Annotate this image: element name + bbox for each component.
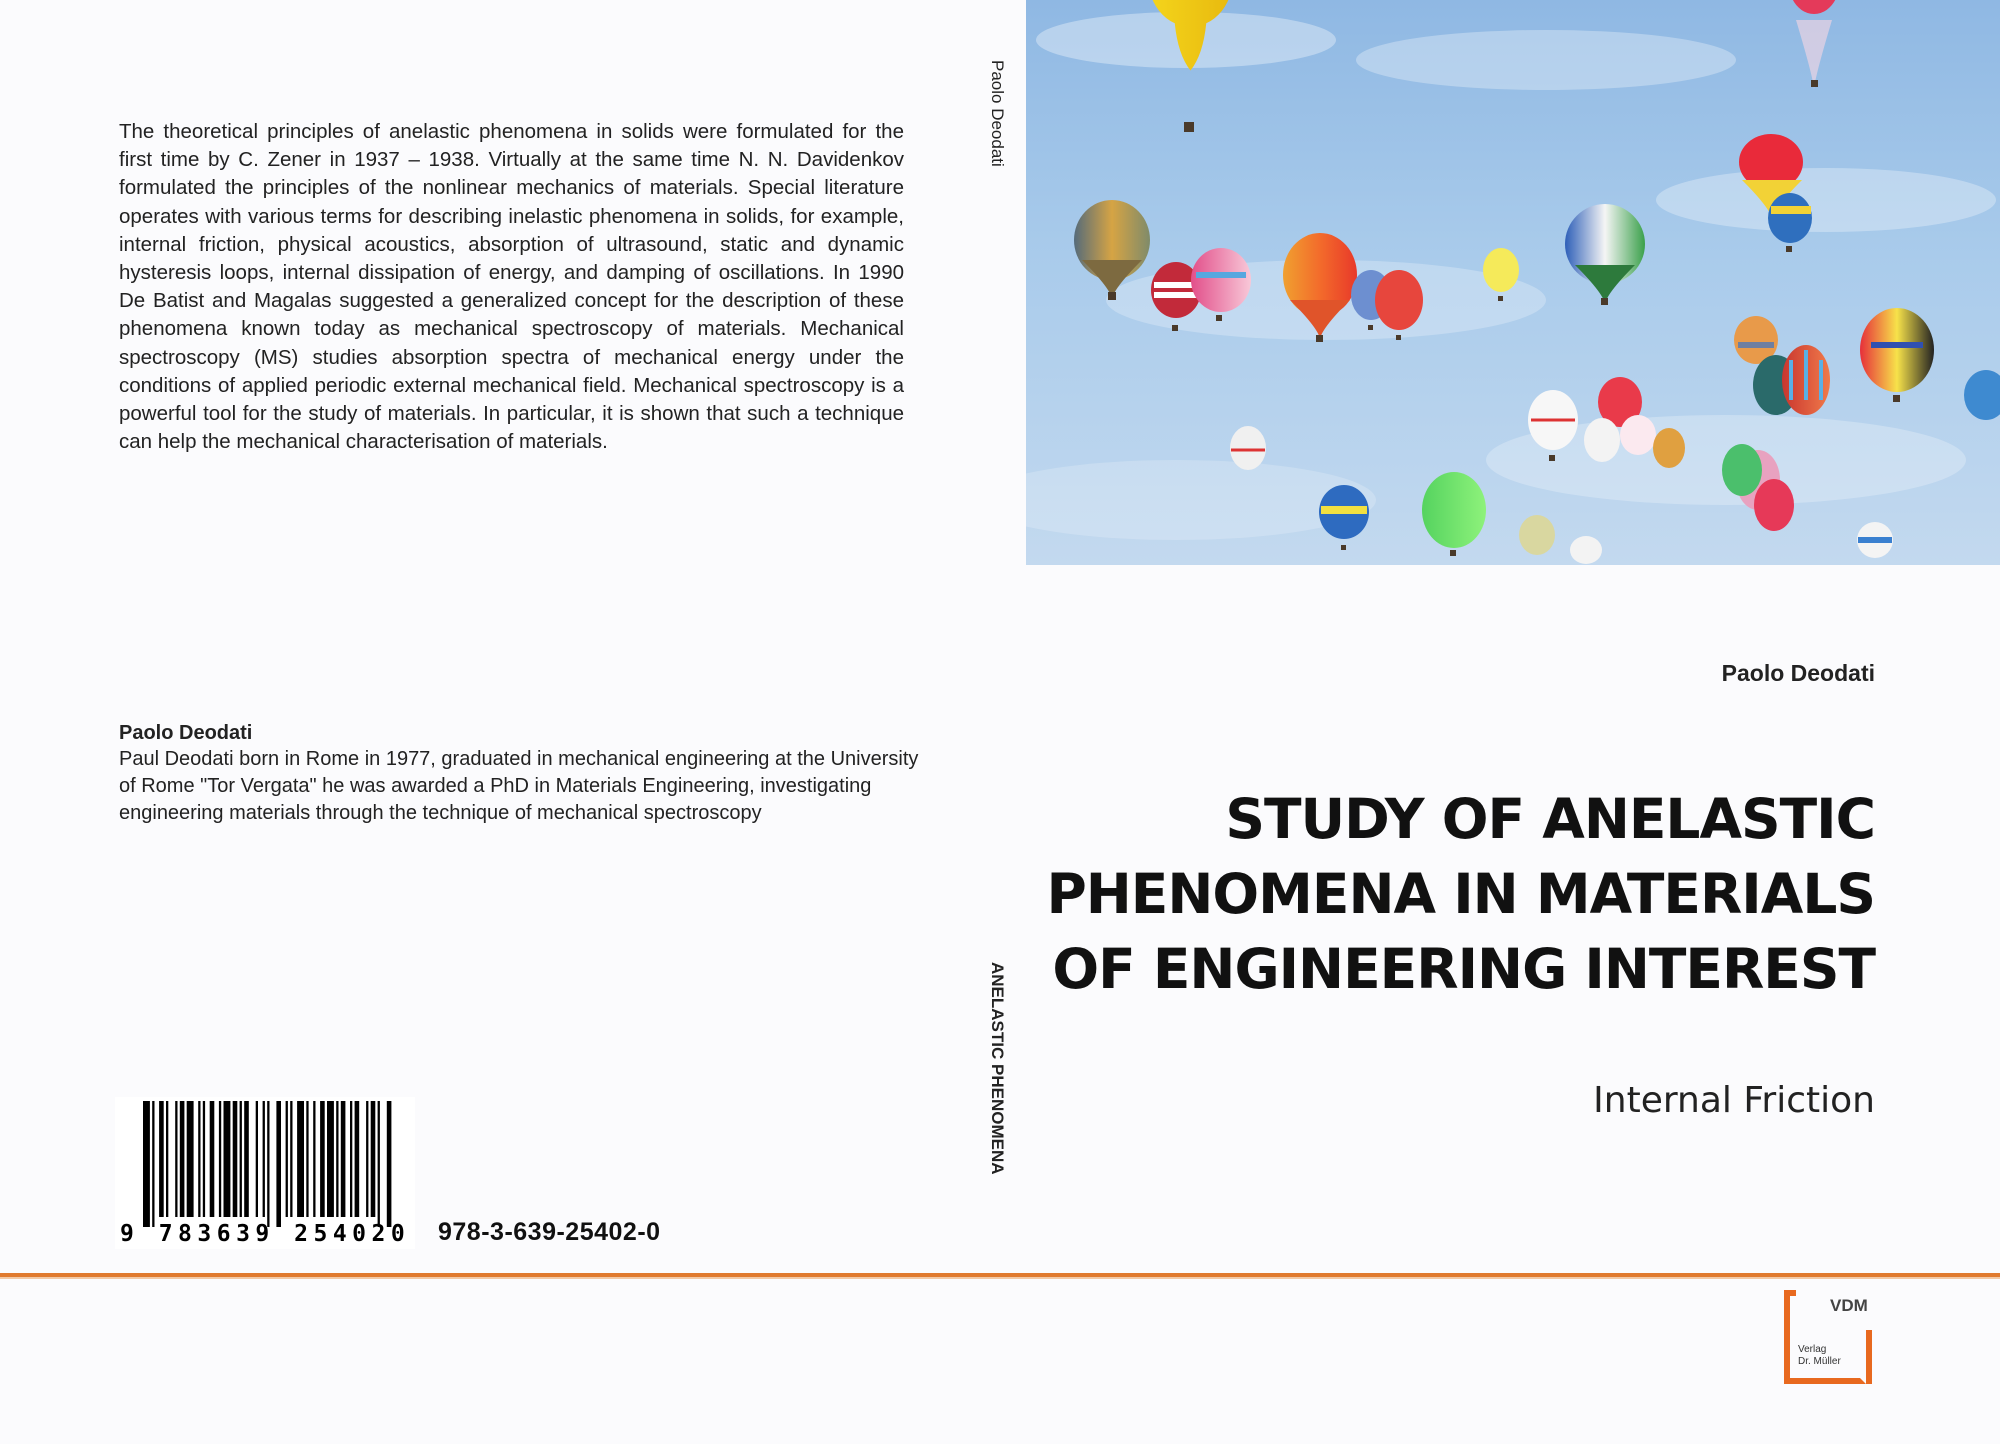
barcode-bar <box>378 1101 380 1227</box>
barcode-bar <box>371 1101 376 1217</box>
barcode-bar <box>159 1101 164 1217</box>
barcode-bar <box>341 1101 346 1217</box>
logo-bracket-top <box>1784 1290 1796 1296</box>
barcode-bar <box>350 1101 352 1217</box>
barcode <box>115 1097 415 1249</box>
barcode-bar <box>143 1101 150 1227</box>
back-cover-blurb: The theoretical principles of anelastic phenomena in solids were formulated for the first time by C. Zener in 1937 – 1938. Virtually at the same time N. N. Davidenkov formulated the principles of the nonlinear mechanics of materials. Special literature operates with various terms for describing inelastic phenomena in solids, for example, internal friction, physical acoustics, absorption of ultrasound, static and dynamic hysteresis loops, internal dissipation of energy, and damping of oscillations. In 1990 De Batist and Magalas suggested a generalized concept for the description of these phenomena known today as mechanical spectroscopy of materials. Mechanical spectroscopy (MS) studies absorption spectra of mechanical energy under the conditions of applied periodic external mechanical field. Mechanical spectroscopy is a powerful tool for the study of materials. In particular, it is shown that such a technique can help the mechanical characterisation of materials. <box>119 120 904 454</box>
barcode-bar <box>152 1101 154 1227</box>
publisher-line2: Dr. Müller <box>1798 1356 1841 1367</box>
balloons-illustration <box>1026 0 2000 565</box>
barcode-digits: 9 783639 254020 <box>120 1221 411 1247</box>
barcode-bar <box>290 1101 292 1217</box>
barcode-bar <box>336 1101 338 1217</box>
barcode-bar <box>198 1101 200 1217</box>
publisher-subline <box>1798 1344 1841 1368</box>
divider-shadow <box>0 1277 2000 1279</box>
barcode-bar <box>180 1101 185 1217</box>
barcode-bar <box>219 1101 221 1217</box>
barcode-bar <box>203 1101 205 1217</box>
barcode-bar <box>233 1101 238 1217</box>
spine-title: ANELASTIC PHENOMENA <box>988 962 1007 1175</box>
barcode-bar <box>166 1101 168 1217</box>
barcode-bar <box>320 1101 325 1217</box>
isbn: 978-3-639-25402-0 <box>438 1218 661 1246</box>
barcode-bar <box>355 1101 360 1217</box>
publisher-name: VDM <box>1830 1296 1868 1315</box>
publisher-line1: Verlag <box>1798 1344 1827 1355</box>
barcode-bar <box>240 1101 242 1217</box>
barcode-bar <box>313 1101 315 1217</box>
barcode-bar <box>263 1101 265 1217</box>
book-title: STUDY OF ANELASTIC PHENOMENA IN MATERIALS OF ENGINEERING INTEREST <box>1046 787 1875 1001</box>
spine-author: Paolo Deodati <box>988 60 1007 167</box>
barcode-bar <box>187 1101 194 1217</box>
barcode-bar <box>256 1101 258 1217</box>
barcode-bar <box>327 1101 334 1217</box>
barcode-bar <box>306 1101 308 1217</box>
balloons-photo <box>1026 0 2000 565</box>
bio-author-name: Paolo Deodati <box>119 722 253 744</box>
barcode-bar <box>175 1101 177 1217</box>
barcode-bars <box>115 1097 415 1227</box>
publisher-logo <box>1784 1290 1878 1384</box>
barcode-bar <box>210 1101 215 1217</box>
barcode-bar <box>286 1101 288 1217</box>
author-bio <box>119 720 919 827</box>
bio-text: Paul Deodati born in Rome in 1977, graduated in mechanical engineering at the University of Rome "Tor Vergata" he was awarded a PhD in Materials Engineering, investigating engineering materials through the technique of mechanical spectroscopy <box>119 748 919 824</box>
front-author: Paolo Deodati <box>1721 660 1875 686</box>
barcode-bar <box>224 1101 231 1217</box>
logo-bracket-right <box>1866 1330 1872 1384</box>
barcode-bar <box>387 1101 392 1227</box>
barcode-bar <box>276 1101 281 1227</box>
book-subtitle: Internal Friction <box>1593 1080 1875 1121</box>
barcode-bar <box>297 1101 304 1217</box>
barcode-bar <box>267 1101 269 1227</box>
barcode-bar <box>366 1101 368 1217</box>
barcode-bar <box>244 1101 249 1217</box>
